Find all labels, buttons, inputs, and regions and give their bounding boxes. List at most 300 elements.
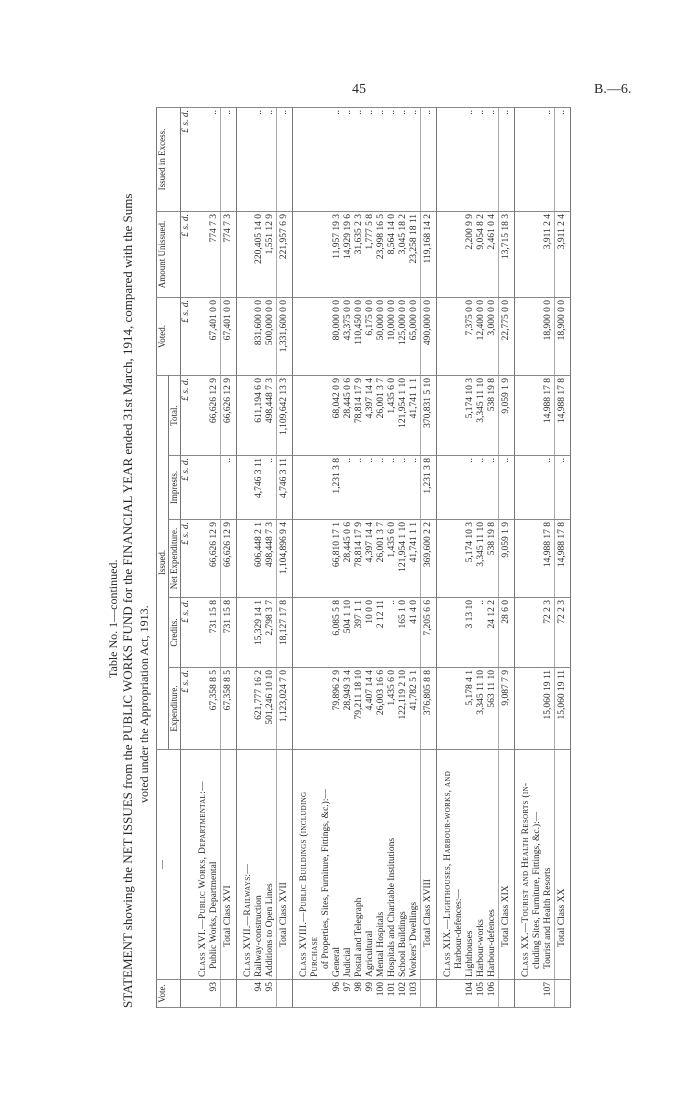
empty-cell xyxy=(293,456,333,520)
item-label: Harbour-works xyxy=(476,919,486,977)
total-label: Total Class XVIII xyxy=(423,879,433,947)
total-row xyxy=(221,107,237,1007)
voted-value: 50,000 0 0 xyxy=(376,297,387,375)
excess-value: .. xyxy=(409,107,421,211)
expenditure-value: 563 11 10 xyxy=(487,668,499,750)
page-number: 45 xyxy=(352,82,366,97)
class-heading-text: Class XVII.—Railways:— xyxy=(243,863,253,977)
voted-value: 67,401 0 0 xyxy=(221,297,237,375)
total-label: Total Class XX xyxy=(557,888,567,947)
net-value: 369,600 2 2 xyxy=(421,520,437,598)
excess-value: .. xyxy=(277,107,293,211)
voted-value: 831,600 0 0 xyxy=(254,297,265,375)
credits-value: 41 4 0 xyxy=(409,598,421,668)
imprests-value: 1,231 3 8 xyxy=(421,456,437,520)
excess-value: .. xyxy=(421,107,437,211)
empty-cell xyxy=(237,598,255,668)
item-label: Postal and Telegraph xyxy=(354,897,364,977)
vote-number xyxy=(277,980,293,1008)
unissued-value: 9,054 8 2 xyxy=(476,211,487,297)
voted-value: 6,175 0 0 xyxy=(365,297,376,375)
unissued-value: 23,998 16 5 xyxy=(376,211,387,297)
net-value: 498,448 7 3 xyxy=(265,520,277,598)
row-description xyxy=(487,750,499,980)
total-value: 1,109,642 13 3 xyxy=(277,375,293,455)
unissued-value: 1,777 5 8 xyxy=(365,211,376,297)
table-label: Table No. 1—continued. xyxy=(106,559,120,678)
header-issued-in-excess: Issued in Excess. xyxy=(157,107,181,211)
unissued-value: 774 7 3 xyxy=(192,211,221,297)
total-label: Total Class XVI xyxy=(223,885,233,947)
imprests-value: .. xyxy=(409,456,421,520)
credits-value: 3 13 10 xyxy=(465,598,476,668)
total-value: 41,741 1 1 xyxy=(409,375,421,455)
row-description xyxy=(265,750,277,980)
table-row xyxy=(265,107,277,1007)
item-label: Additions to Open Lines xyxy=(265,883,275,977)
voted-value: 7,375 0 0 xyxy=(465,297,476,375)
vote-number: 101 xyxy=(387,980,398,1008)
expenditure-value: 67,358 8 5 xyxy=(192,668,221,750)
vote-number: 100 xyxy=(376,980,387,1008)
total-value: 28,445 0 6 xyxy=(343,375,354,455)
net-value: 1,104,896 9 4 xyxy=(277,520,293,598)
unit-label: £ s. d. xyxy=(181,375,193,455)
row-description xyxy=(409,750,421,980)
item-label: General xyxy=(332,946,342,977)
table-row xyxy=(409,107,421,1007)
total-row xyxy=(555,107,571,1007)
excess-value: .. xyxy=(332,107,343,211)
total-value: 9,059 1 9 xyxy=(499,375,515,455)
table-body xyxy=(192,107,571,1007)
credits-value: 15,329 14 1 xyxy=(254,598,265,668)
total-value: 4,397 14 4 xyxy=(365,375,376,455)
total-value: 1,435 6 0 xyxy=(387,375,398,455)
expenditure-value: 501,246 10 10 xyxy=(265,668,277,750)
empty-cell xyxy=(293,297,333,375)
empty-cell xyxy=(437,668,466,750)
voted-value: 43,375 0 0 xyxy=(343,297,354,375)
total-value: 14,988 17 8 xyxy=(515,375,555,455)
voted-value: 65,000 0 0 xyxy=(409,297,421,375)
rotated-table-page xyxy=(104,108,674,1008)
credits-value: 72 2 3 xyxy=(555,598,571,668)
item-label: Harbour-defences xyxy=(487,909,497,977)
item-label: Workers' Dwellings xyxy=(409,901,419,977)
header-total: Total. xyxy=(169,375,181,455)
total-row xyxy=(499,107,515,1007)
unit-label: £ s. d. xyxy=(181,107,193,211)
row-description xyxy=(476,750,487,980)
empty-cell xyxy=(237,297,255,375)
header-amount-unissued: Amount Unissued. xyxy=(157,211,181,297)
expenditure-value: 28,949 3 4 xyxy=(343,668,354,750)
unissued-value: 31,635 2 3 xyxy=(354,211,365,297)
net-value: 606,448 2 1 xyxy=(254,520,265,598)
class-heading-text: Class XIX.—Lighthouses, Harbour-works, and xyxy=(443,770,453,977)
row-description xyxy=(332,750,343,980)
table-row xyxy=(398,107,409,1007)
total-value: 14,988 17 8 xyxy=(555,375,571,455)
class-heading-row xyxy=(293,107,333,1007)
unissued-value: 2,200 9 9 xyxy=(465,211,476,297)
vote-number: 99 xyxy=(365,980,376,1008)
credits-value: 7,205 6 6 xyxy=(421,598,437,668)
net-value: 26,001 3 7 xyxy=(376,520,387,598)
vote-number: 97 xyxy=(343,980,354,1008)
class-heading xyxy=(293,750,333,980)
imprests-value: .. xyxy=(221,456,237,520)
imprests-value: .. xyxy=(387,456,398,520)
row-description xyxy=(277,750,293,980)
credits-value: 10 0 0 xyxy=(365,598,376,668)
row-description xyxy=(192,750,221,980)
row-description xyxy=(376,750,387,980)
imprests-value: 1,231 3 8 xyxy=(332,456,343,520)
imprests-value: .. xyxy=(555,456,571,520)
vote-number: 104 xyxy=(465,980,476,1008)
net-value: 66,626 12 9 xyxy=(221,520,237,598)
empty-cell xyxy=(237,520,255,598)
credits-value: .. xyxy=(387,598,398,668)
total-value: 5,174 10 3 xyxy=(465,375,476,455)
class-heading xyxy=(437,750,466,980)
empty-cell xyxy=(437,375,466,455)
credits-value: 2,798 3 7 xyxy=(265,598,277,668)
empty-cell xyxy=(437,297,466,375)
table-row xyxy=(343,107,354,1007)
unissued-value: 3,911 2 4 xyxy=(555,211,571,297)
expenditure-value: 15,060 19 11 xyxy=(555,668,571,750)
item-label: Tourist and Health Resorts xyxy=(543,867,553,969)
credits-value: 504 1 10 xyxy=(343,598,354,668)
expenditure-value: 41,782 5 1 xyxy=(409,668,421,750)
net-value: 78,814 17 9 xyxy=(354,520,365,598)
net-value: 121,954 1 10 xyxy=(398,520,409,598)
credits-value: 28 6 0 xyxy=(499,598,515,668)
credits-value: 397 1 1 xyxy=(354,598,365,668)
empty-cell xyxy=(293,598,333,668)
row-description xyxy=(354,750,365,980)
net-value: 66,626 12 9 xyxy=(192,520,221,598)
row-description xyxy=(515,750,555,980)
table-row xyxy=(254,107,265,1007)
vote-number: 106 xyxy=(487,980,499,1008)
credits-value: 72 2 3 xyxy=(515,598,555,668)
net-value: 9,059 1 9 xyxy=(499,520,515,598)
header-imprests: Imprests. xyxy=(169,456,181,520)
voted-value: 125,000 0 0 xyxy=(398,297,409,375)
header-expenditure: Expenditure. xyxy=(169,668,181,750)
vote-number: 96 xyxy=(332,980,343,1008)
empty-cell xyxy=(293,520,333,598)
voted-value: 500,000 0 0 xyxy=(265,297,277,375)
total-value: 78,814 17 9 xyxy=(354,375,365,455)
class-heading-text: Class XX.—Tourist and Health Resorts (in- xyxy=(521,782,531,977)
net-value: 14,988 17 8 xyxy=(515,520,555,598)
class-heading-text-cont: of Properties, Sites, Furniture, Fittings, &c.):— xyxy=(321,789,331,969)
unissued-value: 220,405 14 0 xyxy=(254,211,265,297)
unit-label: £ s. d. xyxy=(181,520,193,598)
excess-value: .. xyxy=(465,107,476,211)
excess-value: .. xyxy=(365,107,376,211)
empty-cell xyxy=(237,456,255,520)
net-value: 66,810 17 1 xyxy=(332,520,343,598)
vote-number: 98 xyxy=(354,980,365,1008)
vote-number xyxy=(421,980,437,1008)
vote-number xyxy=(555,980,571,1008)
voted-value: 10,000 0 0 xyxy=(387,297,398,375)
vote-number xyxy=(221,980,237,1008)
total-value: 611,194 6 0 xyxy=(254,375,265,455)
table-row xyxy=(354,107,365,1007)
unissued-value: 3,911 2 4 xyxy=(515,211,555,297)
unissued-value: 221,957 6 9 xyxy=(277,211,293,297)
expenditure-value: 122,119 2 10 xyxy=(398,668,409,750)
row-description xyxy=(254,750,265,980)
unissued-value: 1,551 12 9 xyxy=(265,211,277,297)
net-value: 41,741 1 1 xyxy=(409,520,421,598)
credits-value: 731 15 8 xyxy=(192,598,221,668)
vote-cell xyxy=(437,980,466,1008)
vote-cell xyxy=(293,980,333,1008)
excess-value: .. xyxy=(515,107,555,211)
total-label: Total Class XVII xyxy=(279,882,289,947)
empty-cell xyxy=(437,520,466,598)
item-label: Mental Hospitals xyxy=(376,911,386,977)
unit-label: £ s. d. xyxy=(181,211,193,297)
header-vote: Vote. xyxy=(157,980,181,1008)
total-value: 121,954 1 10 xyxy=(398,375,409,455)
table-row xyxy=(515,107,555,1007)
vote-number: 94 xyxy=(254,980,265,1008)
voted-value: 110,450 0 0 xyxy=(354,297,365,375)
class-heading xyxy=(237,750,255,980)
expenditure-value: 67,358 8 5 xyxy=(221,668,237,750)
net-value: 1,435 6 0 xyxy=(387,520,398,598)
excess-value: .. xyxy=(487,107,499,211)
expenditure-value: 9,087 7 9 xyxy=(499,668,515,750)
class-heading-text-cont: Harbour-defences:— xyxy=(454,889,464,969)
row-description xyxy=(387,750,398,980)
net-value: 28,445 0 6 xyxy=(343,520,354,598)
net-value: 5,174 10 3 xyxy=(465,520,476,598)
imprests-value: .. xyxy=(465,456,476,520)
imprests-value: .. xyxy=(265,456,277,520)
voted-value: 18,900 0 0 xyxy=(555,297,571,375)
voted-value: 1,331,600 0 0 xyxy=(277,297,293,375)
vote-number: 107 xyxy=(515,980,555,1008)
expenditure-value: 4,407 14 4 xyxy=(365,668,376,750)
total-value: 3,345 11 10 xyxy=(476,375,487,455)
statement-subtitle: voted under the Appropriation Act, 1913. xyxy=(137,605,151,803)
unissued-value: 2,461 0 4 xyxy=(487,211,499,297)
total-value: 498,448 7 3 xyxy=(265,375,277,455)
excess-value: .. xyxy=(221,107,237,211)
credits-value: 2 12 11 xyxy=(376,598,387,668)
empty-cell xyxy=(237,668,255,750)
table-row xyxy=(387,107,398,1007)
net-value: 538 19 8 xyxy=(487,520,499,598)
empty-cell xyxy=(437,107,466,211)
empty-cell xyxy=(293,211,333,297)
expenditure-value: 79,896 2 9 xyxy=(332,668,343,750)
empty-cell xyxy=(437,211,466,297)
imprests-value: .. xyxy=(487,456,499,520)
excess-value: .. xyxy=(499,107,515,211)
voted-value: 67,401 0 0 xyxy=(192,297,221,375)
empty-cell xyxy=(237,211,255,297)
header-voted: Voted. xyxy=(157,297,181,375)
imprests-value: .. xyxy=(398,456,409,520)
voted-value: 490,000 0 0 xyxy=(421,297,437,375)
statement-title: STATEMENT showing the NET ISSUES from the PUBLIC WORKS FUND for the FINANCIAL YEAR ended 31st March, 1914, compared with the Sums xyxy=(120,193,135,1008)
imprests-value: 4,746 3 11 xyxy=(277,456,293,520)
total-row xyxy=(421,107,437,1007)
expenditure-value: 376,805 8 8 xyxy=(421,668,437,750)
vote-number: 103 xyxy=(409,980,421,1008)
unissued-value: 119,168 14 2 xyxy=(421,211,437,297)
class-heading-text-cont: cluding Sites, Furniture, Fittings, &c.):— xyxy=(532,811,542,969)
unit-label: £ s. d. xyxy=(181,598,193,668)
credits-value: 731 15 8 xyxy=(221,598,237,668)
excess-value: .. xyxy=(254,107,265,211)
class-heading-row xyxy=(237,107,255,1007)
total-value: 26,001 3 7 xyxy=(376,375,387,455)
empty-cell xyxy=(293,107,333,211)
imprests-value: .. xyxy=(376,456,387,520)
item-label: Railway-construction xyxy=(254,895,264,977)
voted-value: 22,775 0 0 xyxy=(499,297,515,375)
row-description xyxy=(499,750,515,980)
net-value: 14,988 17 8 xyxy=(555,520,571,598)
row-description xyxy=(398,750,409,980)
total-value: 66,626 12 9 xyxy=(221,375,237,455)
unissued-value: 11,957 19 3 xyxy=(332,211,343,297)
unissued-value: 774 7 3 xyxy=(221,211,237,297)
expenditure-value: 79,211 18 10 xyxy=(354,668,365,750)
vote-number: 93 xyxy=(192,980,221,1008)
excess-value: .. xyxy=(398,107,409,211)
table-row xyxy=(376,107,387,1007)
table-row xyxy=(192,107,221,1007)
voted-value: 18,900 0 0 xyxy=(515,297,555,375)
net-value: 4,397 14 4 xyxy=(365,520,376,598)
credits-value: 24 12 2 xyxy=(487,598,499,668)
imprests-value: .. xyxy=(476,456,487,520)
table-row xyxy=(365,107,376,1007)
credits-value: 18,127 17 8 xyxy=(277,598,293,668)
item-label: School Buildings xyxy=(398,911,408,977)
imprests-value xyxy=(192,456,221,520)
unissued-value: 23,258 18 11 xyxy=(409,211,421,297)
item-label: Agricultural xyxy=(365,930,375,977)
row-description xyxy=(465,750,476,980)
total-value: 538 19 8 xyxy=(487,375,499,455)
class-heading-row xyxy=(437,107,466,1007)
imprests-value: .. xyxy=(515,456,555,520)
empty-cell xyxy=(437,598,466,668)
vote-number: 105 xyxy=(476,980,487,1008)
empty-cell xyxy=(437,456,466,520)
unit-label: £ s. d. xyxy=(181,297,193,375)
imprests-value: .. xyxy=(499,456,515,520)
row-description xyxy=(343,750,354,980)
class-heading-text: Class XVIII.—Public Buildings (including Purchase xyxy=(299,791,320,977)
empty-cell xyxy=(293,375,333,455)
expenditure-value: 1,123,024 7 0 xyxy=(277,668,293,750)
voted-value: 3,000 0 0 xyxy=(487,297,499,375)
excess-value: .. xyxy=(387,107,398,211)
excess-value: .. xyxy=(555,107,571,211)
unit-label: £ s. d. xyxy=(181,456,193,520)
row-description xyxy=(365,750,376,980)
item-label: Hospitals and Charitable Institutions xyxy=(387,837,397,977)
excess-value: .. xyxy=(265,107,277,211)
total-value: 68,042 0 9 xyxy=(332,375,343,455)
imprests-value: .. xyxy=(343,456,354,520)
header-blank: — xyxy=(157,750,181,980)
expenditure-value: 15,060 19 11 xyxy=(515,668,555,750)
total-label: Total Class XIX xyxy=(501,885,511,947)
unissued-value: 8,564 14 0 xyxy=(387,211,398,297)
table-row xyxy=(476,107,487,1007)
unissued-value: 13,715 18 3 xyxy=(499,211,515,297)
excess-value: .. xyxy=(343,107,354,211)
excess-value: .. xyxy=(354,107,365,211)
unit-label: £ s. d. xyxy=(181,668,193,750)
imprests-value: .. xyxy=(365,456,376,520)
vote-number: 102 xyxy=(398,980,409,1008)
excess-value: .. xyxy=(476,107,487,211)
expenditure-value: 26,003 16 6 xyxy=(376,668,387,750)
net-issues-table xyxy=(156,107,571,1008)
credits-value: .. xyxy=(476,598,487,668)
expenditure-value: 1,435 6 0 xyxy=(387,668,398,750)
item-label: Public Works, Departmental xyxy=(209,861,219,969)
empty-cell xyxy=(237,107,255,211)
empty-cell xyxy=(237,375,255,455)
vote-cell xyxy=(237,980,255,1008)
table-row xyxy=(487,107,499,1007)
credits-value: 165 1 0 xyxy=(398,598,409,668)
row-description xyxy=(221,750,237,980)
voted-value: 80,000 0 0 xyxy=(332,297,343,375)
excess-value: .. xyxy=(192,107,221,211)
header-issued: Issued. xyxy=(157,375,169,749)
header-net-expenditure: Net Expenditure. xyxy=(169,520,181,598)
vote-number: 95 xyxy=(265,980,277,1008)
total-value: 370,831 5 10 xyxy=(421,375,437,455)
item-label: Judicial xyxy=(343,947,353,977)
excess-value: .. xyxy=(376,107,387,211)
row-description xyxy=(421,750,437,980)
imprests-value: 4,746 3 11 xyxy=(254,456,265,520)
imprests-value: .. xyxy=(354,456,365,520)
empty-cell xyxy=(293,668,333,750)
vote-number xyxy=(499,980,515,1008)
credits-value: 6,085 5 8 xyxy=(332,598,343,668)
table-row xyxy=(332,107,343,1007)
expenditure-value: 5,178 4 1 xyxy=(465,668,476,750)
header-credits: Credits. xyxy=(169,598,181,668)
row-description xyxy=(555,750,571,980)
item-label: Lighthouses xyxy=(465,930,475,977)
expenditure-value: 3,345 11 10 xyxy=(476,668,487,750)
class-heading-text: Class XVI.—Public Works, Departmental:— xyxy=(198,781,208,977)
net-value: 3,345 11 10 xyxy=(476,520,487,598)
